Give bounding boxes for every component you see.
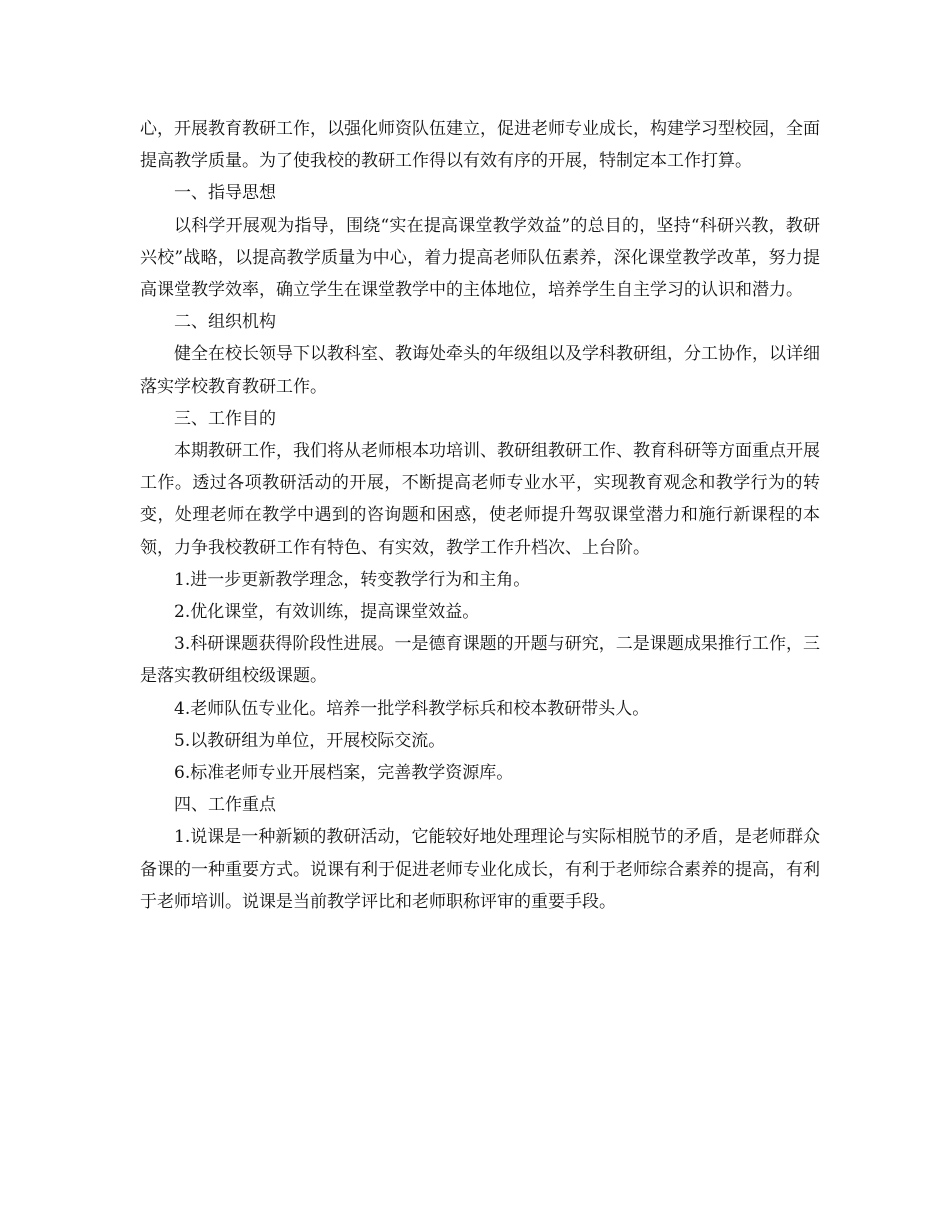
goal-item-2: 2.优化课堂，有效训练，提高课堂效益。 — [174, 602, 480, 623]
goal-item-5: 5.以教研组为单位，开展校际交流。 — [174, 730, 446, 751]
heading-organization: 二、组织机构 — [174, 312, 276, 333]
heading-work-goals: 三、工作目的 — [174, 408, 276, 429]
document-page — [140, 113, 820, 918]
paragraph-guiding-thought: 以科学开展观为指导，围绕“实在提高课堂教学效益”的总目的，坚持“科研兴教，教研兴校”战略，以提高教学质量为中心，着力提高老师队伍素养，深化课堂教学改革，努力提高课堂教学效率，确立学生在课堂教学中的主体地位，培养学生自主学习的认识和潜力。 — [140, 215, 820, 301]
paragraph-organization: 健全在校长领导下以教科室、教诲处牵头的年级组以及学科教研组，分工协作，以详细落实学校教育教研工作。 — [140, 344, 820, 397]
paragraph-work-goals: 本期教研工作，我们将从老师根本功培训、教研组教研工作、教育科研等方面重点开展工作。透过各项教研活动的开展，不断提高老师专业水平，实现教育观念和教学行为的转变，处理老师在教学中遇到的咨询题和困惑，使老师提升驾驭课堂潜力和施行新课程的本领，力争我校教研工作有特色、有实效，教学工作升档次、上台阶。 — [140, 441, 820, 558]
heading-work-focus: 四、工作重点 — [174, 795, 276, 816]
goal-item-6: 6.标准老师专业开展档案，完善教学资源库。 — [174, 763, 514, 784]
heading-guiding-thought: 一、指导思想 — [174, 183, 276, 204]
goal-item-1: 1.进一步更新教学理念，转变教学行为和主角。 — [174, 569, 531, 590]
focus-item-1: 1.说课是一种新颖的教研活动，它能较好地处理理论与实际相脱节的矛盾，是老师群众备课的一种重要方式。说课有利于促进老师专业化成长，有利于老师综合素养的提高，有利于老师培训。说课是当前教学评比和老师职称评审的重要手段。 — [140, 827, 820, 912]
goal-item-3: 3.科研课题获得阶段性进展。一是德育课题的开题与研究，二是课题成果推行工作，三是落实教研组校级课题。 — [140, 634, 820, 687]
goal-item-4: 4.老师队伍专业化。培养一批学科教学标兵和校本教研带头人。 — [174, 698, 650, 719]
paragraph-intro-continuation: 心，开展教育教研工作，以强化师资队伍建立，促进老师专业成长，构建学习型校园，全面提高教学质量。为了使我校的教研工作得以有效有序的开展，特制定本工作打算。 — [140, 119, 820, 172]
